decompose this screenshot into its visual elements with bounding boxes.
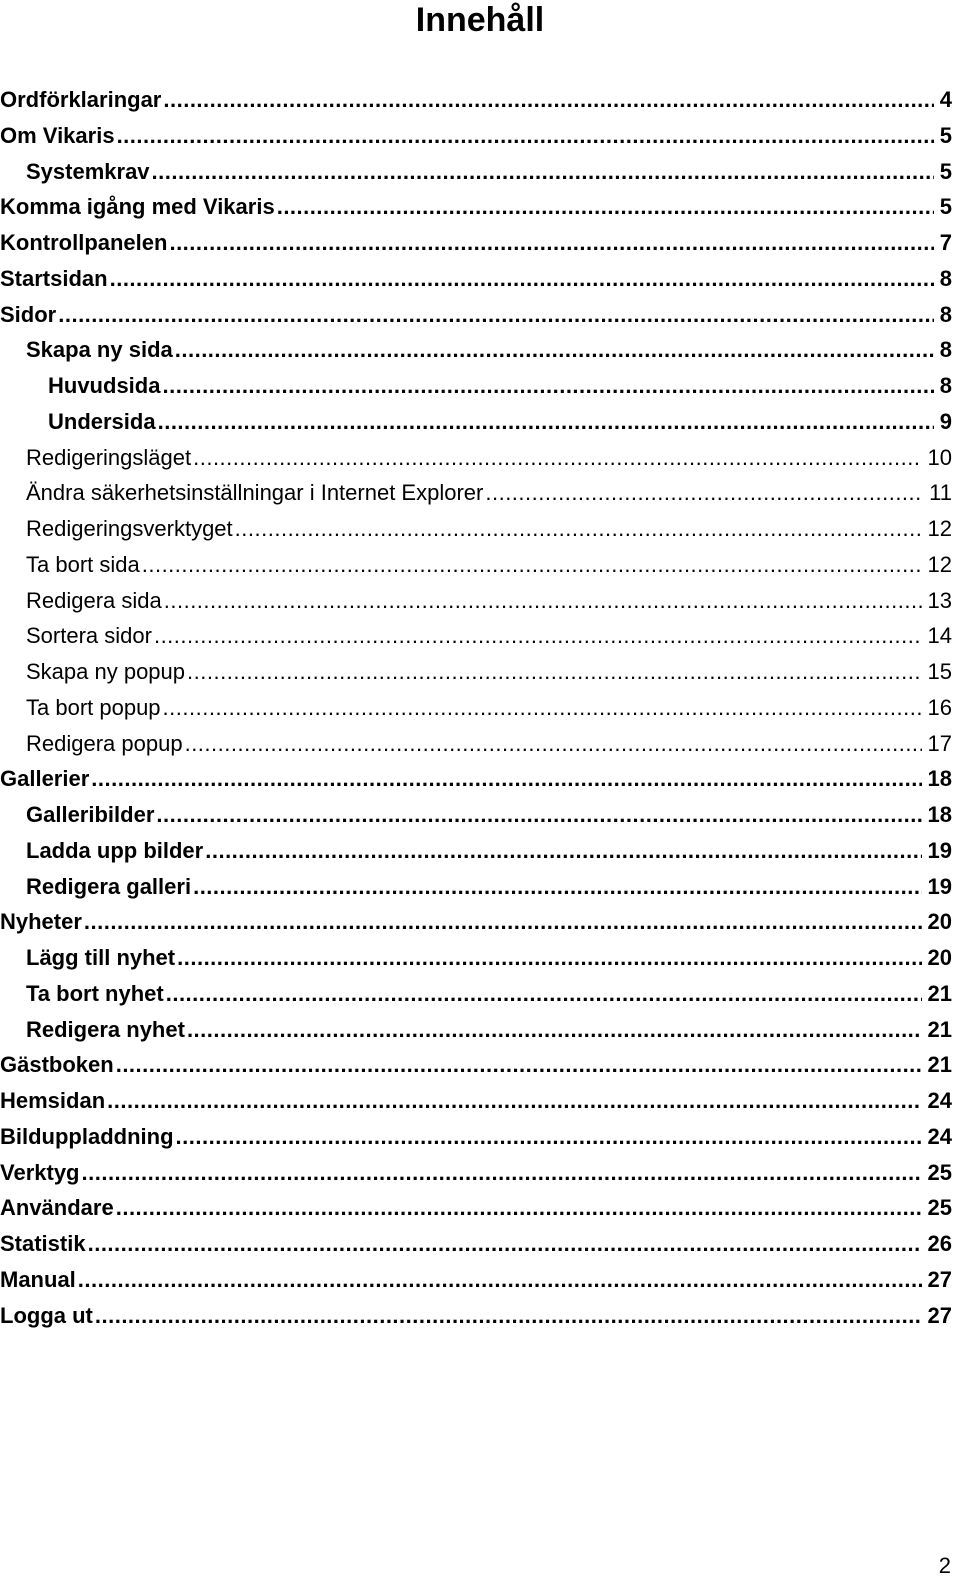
toc-entry-label: Redigera nyhet [26,1016,185,1042]
toc-entry-page: 27 [927,1302,952,1328]
toc-entry[interactable] [0,1012,952,1048]
toc-leader-dots [78,1262,922,1298]
toc-entry[interactable] [0,368,952,404]
toc-entry-page: 20 [927,909,952,935]
toc-entry-label: Bilduppladdning [0,1123,174,1149]
toc-entry-label: Ta bort popup [26,694,161,720]
toc-entry[interactable] [0,1119,952,1155]
toc-entry-label: Statistik [0,1231,86,1256]
toc-entry[interactable] [0,154,952,190]
toc-entry[interactable] [0,583,952,619]
toc-entry-page: 21 [927,980,952,1006]
toc-entry[interactable] [0,404,952,440]
toc-entry-label: Skapa ny sida [26,337,173,363]
toc-entry-page: 5 [939,122,952,148]
toc-leader-dots [163,82,933,118]
toc-leader-dots [110,261,934,297]
toc-entry[interactable] [0,440,952,476]
toc-entry-page: 11 [929,480,952,506]
toc-entry-label: Gästboken [0,1052,114,1078]
toc-leader-dots [95,1298,922,1334]
toc-entry-page: 8 [939,265,952,291]
toc-entry-page: 27 [927,1266,952,1292]
toc-entry-page: 15 [927,659,952,684]
toc-entry-page: 18 [927,802,952,827]
toc-entry[interactable] [0,1155,952,1191]
toc-entry-label: Om Vikaris [0,122,115,148]
page-number: 2 [938,1553,951,1578]
toc-leader-dots [162,368,933,404]
toc-entry-label: Galleribilder [26,802,155,827]
toc-entry[interactable] [0,904,952,940]
toc-leader-dots [485,475,923,511]
toc-entry[interactable] [0,690,952,726]
toc-entry-label: Undersida [48,408,156,434]
toc-entry-label: Redigeringsverktyget [26,516,233,541]
toc-leader-dots [193,440,921,476]
toc-entry-page: 19 [927,837,952,863]
toc-leader-dots [177,940,921,976]
toc-entry-label: Redigera popup [26,730,183,756]
toc-entry[interactable] [0,297,952,333]
toc-entry-page: 8 [939,373,952,398]
toc-entry[interactable] [0,1298,952,1334]
toc-entry[interactable] [0,118,952,154]
toc-leader-dots [116,1190,922,1226]
toc-leader-dots [116,1047,922,1083]
toc-entry-page: 18 [927,766,952,792]
toc-entry-page: 20 [927,945,952,970]
toc-entry-label: Ändra säkerhetsinställningar i Internet Explorer [26,480,484,506]
toc-entry[interactable] [0,225,952,261]
toc-entry-label: Manual [0,1266,76,1292]
toc-leader-dots [117,118,934,154]
toc-entry-page: 8 [939,301,952,327]
toc-entry-page: 25 [927,1159,952,1185]
toc-entry[interactable] [0,940,952,976]
toc-leader-dots [187,1012,922,1048]
toc-entry[interactable] [0,797,952,833]
toc-entry-page: 19 [927,873,952,899]
toc-leader-dots [164,583,922,619]
toc-leader-dots [142,547,922,583]
toc-entry-label: Startsidan [0,265,108,291]
toc-entry[interactable] [0,82,952,118]
toc-leader-dots [156,797,921,833]
toc-entry-label: Nyheter [0,909,82,935]
toc-leader-dots [82,1155,922,1191]
toc-entry-page: 12 [927,551,952,577]
toc-entry-page: 16 [927,694,952,720]
toc-leader-dots [88,1226,922,1262]
toc-leader-dots [154,618,922,654]
toc-leader-dots [91,761,921,797]
toc-entry-label: Systemkrav [26,158,150,184]
toc-entry[interactable] [0,1262,952,1298]
toc-entry-label: Gallerier [0,766,90,792]
toc-entry-page: 21 [927,1052,952,1078]
toc-entry-label: Huvudsida [48,373,161,398]
toc-leader-dots [158,404,934,440]
toc-entry[interactable] [0,726,952,762]
toc-entry-label: Kontrollpanelen [0,230,168,255]
toc-entry-label: Verktyg [0,1159,80,1185]
toc-entry[interactable] [0,1190,952,1226]
toc-entry-label: Redigera galleri [26,873,192,899]
toc-entry[interactable] [0,1226,952,1262]
toc-leader-dots [187,654,921,690]
toc-entry[interactable] [0,654,952,690]
toc-entry[interactable] [0,869,952,905]
page-title: Innehåll [415,1,545,39]
toc-entry[interactable] [0,261,952,297]
toc-entry-page: 13 [927,587,952,613]
toc-entry-label: Skapa ny popup [26,659,186,684]
toc-entry-label: Ordförklaringar [0,87,162,112]
toc-entry-page: 9 [939,408,952,434]
toc-entry-label: Sortera sidor [26,623,152,649]
toc-entry-label: Ta bort nyhet [26,980,164,1006]
toc-entry-page: 7 [939,230,952,255]
toc-entry-label: Hemsidan [0,1088,106,1113]
toc-entry[interactable] [0,618,952,654]
toc-entry-label: Komma igång med Vikaris [0,194,275,220]
toc-entry[interactable] [0,1047,952,1083]
toc-entry[interactable] [0,1083,952,1119]
toc-entry[interactable] [0,511,952,547]
toc-entry[interactable] [0,332,952,368]
toc-entry[interactable] [0,547,952,583]
toc-entry-page: 24 [927,1088,952,1113]
toc-entry-page: 26 [927,1231,952,1256]
toc-leader-dots [193,869,921,905]
toc-entry-page: 12 [927,516,952,541]
toc-entry-label: Sidor [0,301,57,327]
toc-entry[interactable] [0,189,952,225]
toc-leader-dots [205,833,921,869]
toc-leader-dots [277,189,934,225]
toc-leader-dots [107,1083,921,1119]
toc-leader-dots [163,690,922,726]
toc-entry[interactable] [0,761,952,797]
toc-entry-label: Redigera sida [26,587,162,613]
toc-entry-page: 21 [927,1016,952,1042]
toc-leader-dots [235,511,922,547]
toc-entry-label: Lägg till nyhet [26,945,176,970]
toc-leader-dots [58,297,934,333]
toc-leader-dots [166,976,922,1012]
toc-entry-page: 8 [939,337,952,363]
toc-entry-label: Ta bort sida [26,551,140,577]
toc-entry-page: 4 [939,87,952,112]
table-of-contents [0,82,952,1333]
toc-leader-dots [84,904,922,940]
toc-entry-page: 10 [927,444,952,470]
toc-leader-dots [169,225,933,261]
toc-leader-dots [176,1119,922,1155]
toc-entry-page: 5 [939,194,952,220]
toc-entry-label: Användare [0,1195,114,1221]
toc-leader-dots [185,726,922,762]
toc-entry[interactable] [0,833,952,869]
toc-entry-page: 24 [927,1123,952,1149]
toc-leader-dots [175,332,934,368]
toc-entry[interactable] [0,475,952,511]
toc-entry-page: 14 [927,623,952,649]
toc-leader-dots [152,154,934,190]
toc-entry-label: Ladda upp bilder [26,837,204,863]
toc-entry-label: Redigeringsläget [26,444,192,470]
toc-entry-page: 17 [927,730,952,756]
toc-entry-page: 5 [939,158,952,184]
toc-entry[interactable] [0,976,952,1012]
toc-entry-page: 25 [927,1195,952,1221]
toc-entry-label: Logga ut [0,1302,93,1328]
